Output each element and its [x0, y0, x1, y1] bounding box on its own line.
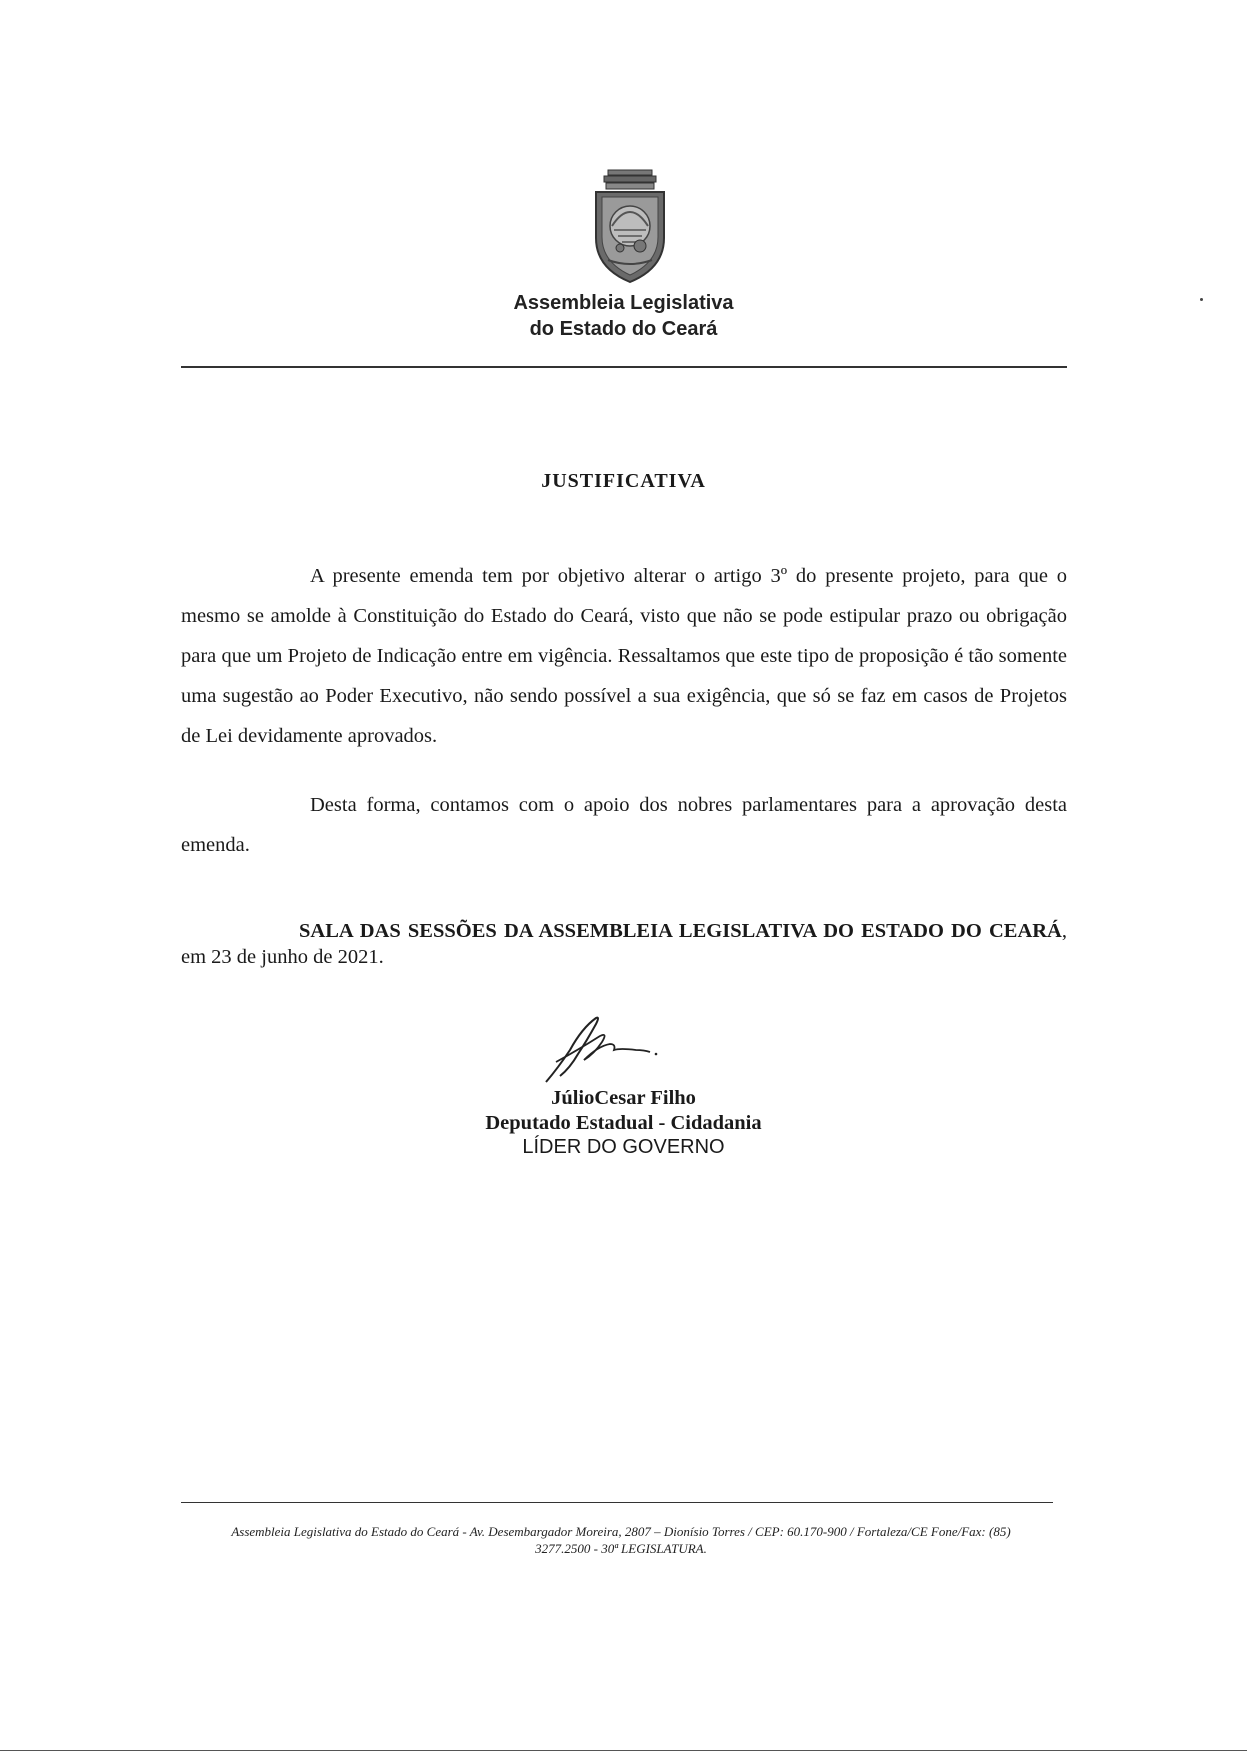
document-title: JUSTIFICATIVA	[541, 470, 706, 492]
signatory-title: LÍDER DO GOVERNO	[522, 1136, 725, 1158]
footer-line-2: 3277.2500 - 30ª LEGISLATURA.	[535, 1541, 707, 1556]
closing-statement	[181, 918, 1067, 970]
justification-paragraph-2: Desta forma, contamos com o apoio dos nobres parlamentares para a aprovação desta emenda.	[181, 794, 1067, 856]
header-divider	[181, 366, 1067, 368]
closing-session-room: SALA DAS SESSÕES DA ASSEMBLEIA LEGISLATIVA DO ESTADO DO CEARÁ	[299, 920, 1062, 942]
organization-name-line1: Assembleia Legislativa	[513, 292, 734, 314]
justification-paragraph-1: A presente emenda tem por objetivo alterar o artigo 3º do presente projeto, para que o mesmo se amolde à Constituição do Estado do Ceará, visto que não se pode estipular prazo ou obrigação para que um Projeto de Indicação entre em vigência. Ressaltamos que este tipo de proposição é tão somente uma sugestão ao Poder Executivo, não sendo possível a sua exigência, que só se faz em casos de Projetos de Lei devidamente aprovados.	[181, 565, 1067, 747]
page-bottom-edge	[0, 1750, 1247, 1751]
scan-speck	[1200, 298, 1203, 301]
footer-divider	[181, 1502, 1053, 1503]
handwritten-signature	[538, 1010, 668, 1088]
closing-date: , em 23 de junho de 2021.	[181, 920, 1067, 968]
signatory-name: JúlioCesar Filho	[551, 1087, 696, 1109]
footer-address	[181, 1523, 1061, 1557]
signatory-role: Deputado Estadual - Cidadania	[485, 1112, 762, 1134]
coat-of-arms-icon	[590, 168, 670, 286]
organization-name-line2: do Estado do Ceará	[529, 318, 718, 340]
footer-line-1: Assembleia Legislativa do Estado do Ceará - Av. Desembargador Moreira, 2807 – Dionísio Torres / CEP: 60.170-900 / Fortaleza/CE Fone/Fax: (85)	[231, 1524, 1011, 1539]
